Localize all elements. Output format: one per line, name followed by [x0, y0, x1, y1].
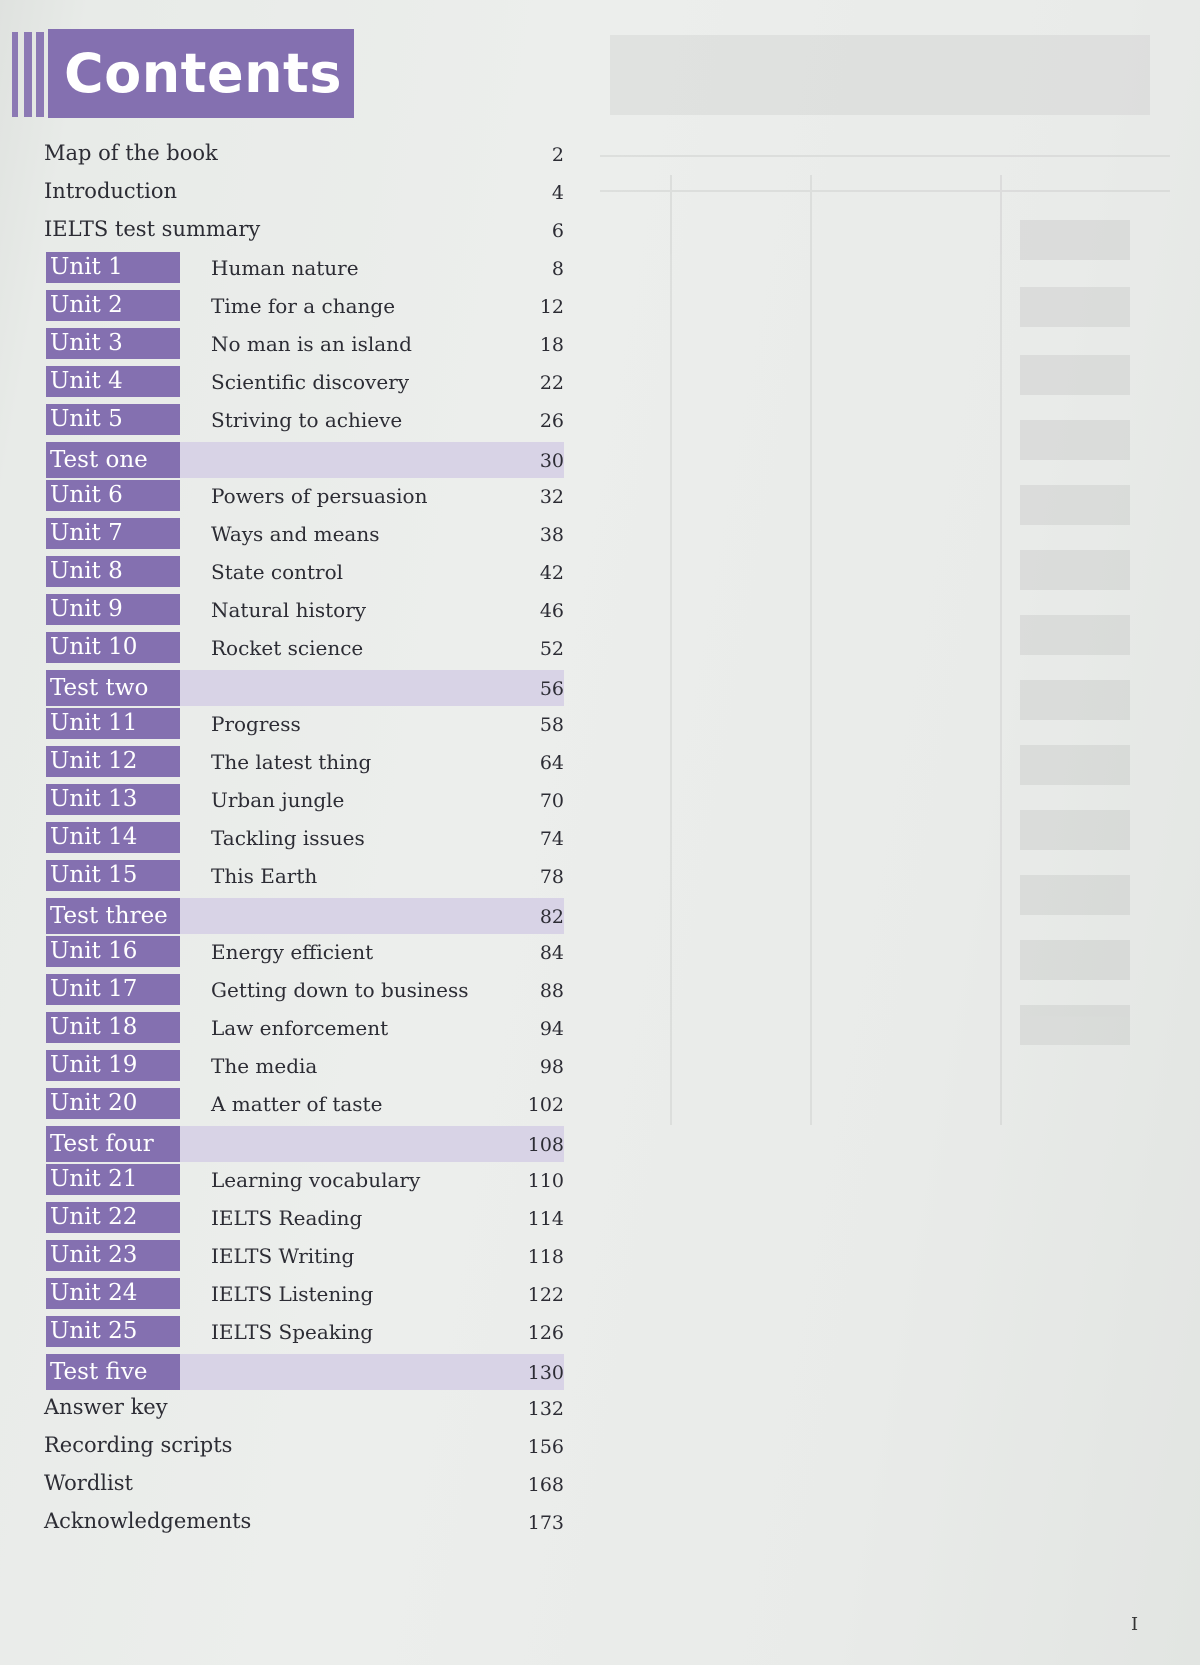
- unit-title: Scientific discovery: [211, 370, 410, 394]
- unit-title: State control: [211, 560, 344, 584]
- toc-unit-row: [44, 783, 564, 821]
- unit-label: Unit 6: [46, 480, 180, 511]
- toc-unit-row: [44, 327, 564, 365]
- page-number-ref: 132: [527, 1398, 564, 1420]
- unit-label: Unit 2: [46, 290, 180, 321]
- page-number-ref: 168: [527, 1474, 564, 1496]
- toc-row: [44, 1429, 564, 1467]
- toc-row: [44, 1505, 564, 1543]
- unit-label: Unit 9: [46, 594, 180, 625]
- toc-unit-row: [44, 593, 564, 631]
- toc-unit-row: [44, 1277, 564, 1315]
- unit-title: The latest thing: [211, 750, 372, 774]
- page-number-ref: 8: [551, 258, 564, 280]
- page-number-ref: 130: [527, 1362, 564, 1384]
- toc-entry-title: IELTS test summary: [44, 217, 261, 241]
- toc-unit-row: [44, 1163, 564, 1201]
- page-number-ref: 38: [539, 524, 564, 546]
- unit-label: Unit 15: [46, 860, 180, 891]
- unit-label: Unit 20: [46, 1088, 180, 1119]
- table-of-contents: [44, 137, 564, 1543]
- unit-title: IELTS Writing: [211, 1244, 355, 1268]
- page-number-ref: 42: [539, 562, 564, 584]
- unit-title: IELTS Reading: [211, 1206, 363, 1230]
- unit-title: Powers of persuasion: [211, 484, 428, 508]
- page-number-ref: 22: [539, 372, 564, 394]
- toc-entry-title: Acknowledgements: [44, 1509, 252, 1533]
- unit-title: Learning vocabulary: [211, 1168, 421, 1192]
- page-number-ref: 108: [527, 1134, 564, 1156]
- toc-entry-title: Wordlist: [44, 1471, 133, 1495]
- unit-title: Getting down to business: [211, 978, 469, 1002]
- toc-entry-title: Answer key: [44, 1395, 168, 1419]
- test-label: Test one: [46, 442, 180, 478]
- unit-label: Unit 21: [46, 1164, 180, 1195]
- toc-unit-row: [44, 631, 564, 669]
- page-number-ref: 126: [527, 1322, 564, 1344]
- page-number-ref: 114: [527, 1208, 564, 1230]
- toc-row: [44, 175, 564, 213]
- page-number: I: [1131, 1614, 1139, 1635]
- toc-unit-row: [44, 517, 564, 555]
- unit-label: Unit 14: [46, 822, 180, 853]
- page-number-ref: 12: [539, 296, 564, 318]
- unit-label: Unit 18: [46, 1012, 180, 1043]
- unit-label: Unit 8: [46, 556, 180, 587]
- toc-test-row: [44, 897, 564, 935]
- page-number-ref: 6: [551, 220, 564, 242]
- unit-title: Time for a change: [211, 294, 396, 318]
- unit-label: Unit 25: [46, 1316, 180, 1347]
- unit-title: Energy efficient: [211, 940, 374, 964]
- unit-label: Unit 4: [46, 366, 180, 397]
- page-number-ref: 26: [539, 410, 564, 432]
- toc-test-row: [44, 669, 564, 707]
- unit-title: Tackling issues: [211, 826, 365, 850]
- unit-title: Rocket science: [211, 636, 364, 660]
- toc-unit-row: [44, 1315, 564, 1353]
- page-number-ref: 70: [539, 790, 564, 812]
- unit-title: Urban jungle: [211, 788, 345, 812]
- test-label: Test two: [46, 670, 180, 706]
- unit-label: Unit 11: [46, 708, 180, 739]
- toc-unit-row: [44, 859, 564, 897]
- unit-title: Progress: [211, 712, 301, 736]
- toc-entry-title: Introduction: [44, 179, 177, 203]
- toc-row: [44, 1467, 564, 1505]
- toc-entry-title: Map of the book: [44, 141, 218, 165]
- page-number-ref: 110: [527, 1170, 564, 1192]
- unit-title: Ways and means: [211, 522, 380, 546]
- toc-unit-row: [44, 251, 564, 289]
- unit-label: Unit 10: [46, 632, 180, 663]
- unit-title: Law enforcement: [211, 1016, 389, 1040]
- page-title: Contents: [48, 29, 354, 118]
- test-label: Test three: [46, 898, 180, 934]
- page-number-ref: 102: [527, 1094, 564, 1116]
- unit-title: The media: [211, 1054, 318, 1078]
- page-number-ref: 32: [539, 486, 564, 508]
- unit-title: Natural history: [211, 598, 367, 622]
- unit-label: Unit 17: [46, 974, 180, 1005]
- unit-label: Unit 19: [46, 1050, 180, 1081]
- toc-unit-row: [44, 935, 564, 973]
- toc-unit-row: [44, 365, 564, 403]
- unit-label: Unit 12: [46, 746, 180, 777]
- page-number-ref: 82: [539, 906, 564, 928]
- toc-unit-row: [44, 1011, 564, 1049]
- toc-unit-row: [44, 1201, 564, 1239]
- unit-title: Striving to achieve: [211, 408, 403, 432]
- unit-label: Unit 24: [46, 1278, 180, 1309]
- page-number-ref: 74: [539, 828, 564, 850]
- page-number-ref: 122: [527, 1284, 564, 1306]
- toc-unit-row: [44, 1087, 564, 1125]
- toc-unit-row: [44, 745, 564, 783]
- toc-row: [44, 1391, 564, 1429]
- unit-title: Human nature: [211, 256, 359, 280]
- toc-unit-row: [44, 707, 564, 745]
- toc-unit-row: [44, 821, 564, 859]
- toc-unit-row: [44, 1239, 564, 1277]
- toc-unit-row: [44, 403, 564, 441]
- page-number-ref: 98: [539, 1056, 564, 1078]
- unit-label: Unit 23: [46, 1240, 180, 1271]
- page-number-ref: 156: [527, 1436, 564, 1458]
- page-number-ref: 88: [539, 980, 564, 1002]
- page-number-ref: 46: [539, 600, 564, 622]
- toc-unit-row: [44, 289, 564, 327]
- page-number-ref: 52: [539, 638, 564, 660]
- page-number-ref: 58: [539, 714, 564, 736]
- unit-title: No man is an island: [211, 332, 412, 356]
- page-number-ref: 18: [539, 334, 564, 356]
- toc-row: [44, 137, 564, 175]
- page-number-ref: 94: [539, 1018, 564, 1040]
- toc-test-row: [44, 1353, 564, 1391]
- toc-unit-row: [44, 555, 564, 593]
- unit-label: Unit 16: [46, 936, 180, 967]
- toc-row: [44, 213, 564, 251]
- unit-title: A matter of taste: [211, 1092, 383, 1116]
- toc-unit-row: [44, 479, 564, 517]
- unit-label: Unit 3: [46, 328, 180, 359]
- unit-label: Unit 1: [46, 252, 180, 283]
- unit-label: Unit 5: [46, 404, 180, 435]
- page-number-ref: 78: [539, 866, 564, 888]
- toc-entry-title: Recording scripts: [44, 1433, 233, 1457]
- page-number-ref: 2: [551, 144, 564, 166]
- unit-label: Unit 7: [46, 518, 180, 549]
- page-number-ref: 84: [539, 942, 564, 964]
- toc-test-row: [44, 1125, 564, 1163]
- page-number-ref: 118: [527, 1246, 564, 1268]
- facing-page-show-through: [600, 25, 1170, 1135]
- toc-test-row: [44, 441, 564, 479]
- unit-label: Unit 22: [46, 1202, 180, 1233]
- unit-title: This Earth: [211, 864, 318, 888]
- test-label: Test five: [46, 1354, 180, 1390]
- toc-unit-row: [44, 1049, 564, 1087]
- page-number-ref: 4: [551, 182, 564, 204]
- page-number-ref: 173: [527, 1512, 564, 1534]
- test-label: Test four: [46, 1126, 180, 1162]
- page-number-ref: 30: [539, 450, 564, 472]
- unit-title: IELTS Speaking: [211, 1320, 374, 1344]
- unit-title: IELTS Listening: [211, 1282, 374, 1306]
- toc-unit-row: [44, 973, 564, 1011]
- page-number-ref: 56: [539, 678, 564, 700]
- unit-label: Unit 13: [46, 784, 180, 815]
- page-number-ref: 64: [539, 752, 564, 774]
- title-accent-bars: [12, 32, 44, 117]
